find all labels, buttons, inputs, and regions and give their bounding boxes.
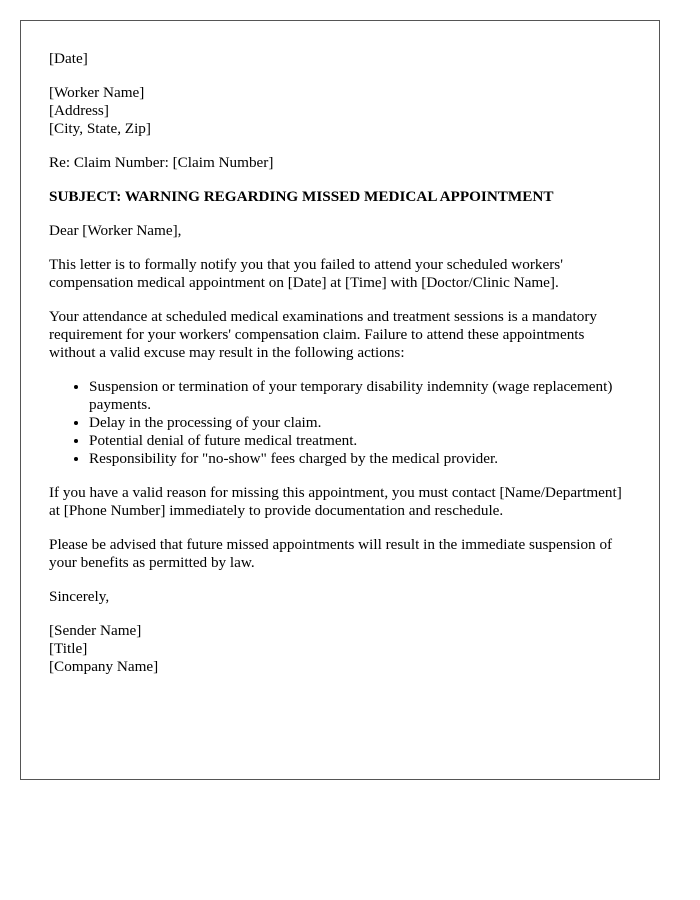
sender-block: [49, 622, 631, 676]
subject-line: SUBJECT: WARNING REGARDING MISSED MEDICAL APPOINTMENT: [49, 188, 554, 205]
body-paragraph-advisory: Please be advised that future missed appointments will result in the immediate suspension of your benefits as permitted by law.: [49, 536, 613, 571]
sender-company: [Company Name]: [49, 658, 159, 675]
sender-title: [Title]: [49, 640, 88, 657]
sign-off: Sincerely,: [49, 588, 110, 605]
list-item: • Suspension or termination of your temporary disability indemnity (wage replacement) payments.: [89, 378, 631, 414]
body-paragraph-contact: If you have a valid reason for missing this appointment, you must contact [Name/Department] at [Phone Number] immediately to provide documentation and reschedule.: [49, 484, 622, 519]
list-item: • Responsibility for "no-show" fees charged by the medical provider.: [89, 450, 631, 468]
recipient-name: [Worker Name]: [49, 84, 145, 101]
list-item: • Potential denial of future medical treatment.: [89, 432, 631, 450]
recipient-city-state-zip: [City, State, Zip]: [49, 120, 151, 137]
body-paragraph-notice: This letter is to formally notify you that you failed to attend your scheduled workers' compensation medical appointment on [Date] at [Time] with [Doctor/Clinic Name].: [49, 256, 563, 291]
list-item: • Delay in the processing of your claim.: [89, 414, 631, 432]
body-paragraph-requirement: Your attendance at scheduled medical examinations and treatment sessions is a mandatory requirement for your workers' compensation claim. Failure to attend these appointments without a valid excuse may result in the following actions:: [49, 308, 598, 361]
recipient-block: [49, 84, 631, 138]
letter-date: [Date]: [49, 50, 88, 67]
salutation: Dear [Worker Name],: [49, 222, 182, 239]
claim-reference: Re: Claim Number: [Claim Number]: [49, 154, 274, 171]
consequences-list: [49, 378, 631, 468]
letter-page: [20, 20, 660, 780]
sender-name: [Sender Name]: [49, 622, 142, 639]
recipient-address: [Address]: [49, 102, 109, 119]
